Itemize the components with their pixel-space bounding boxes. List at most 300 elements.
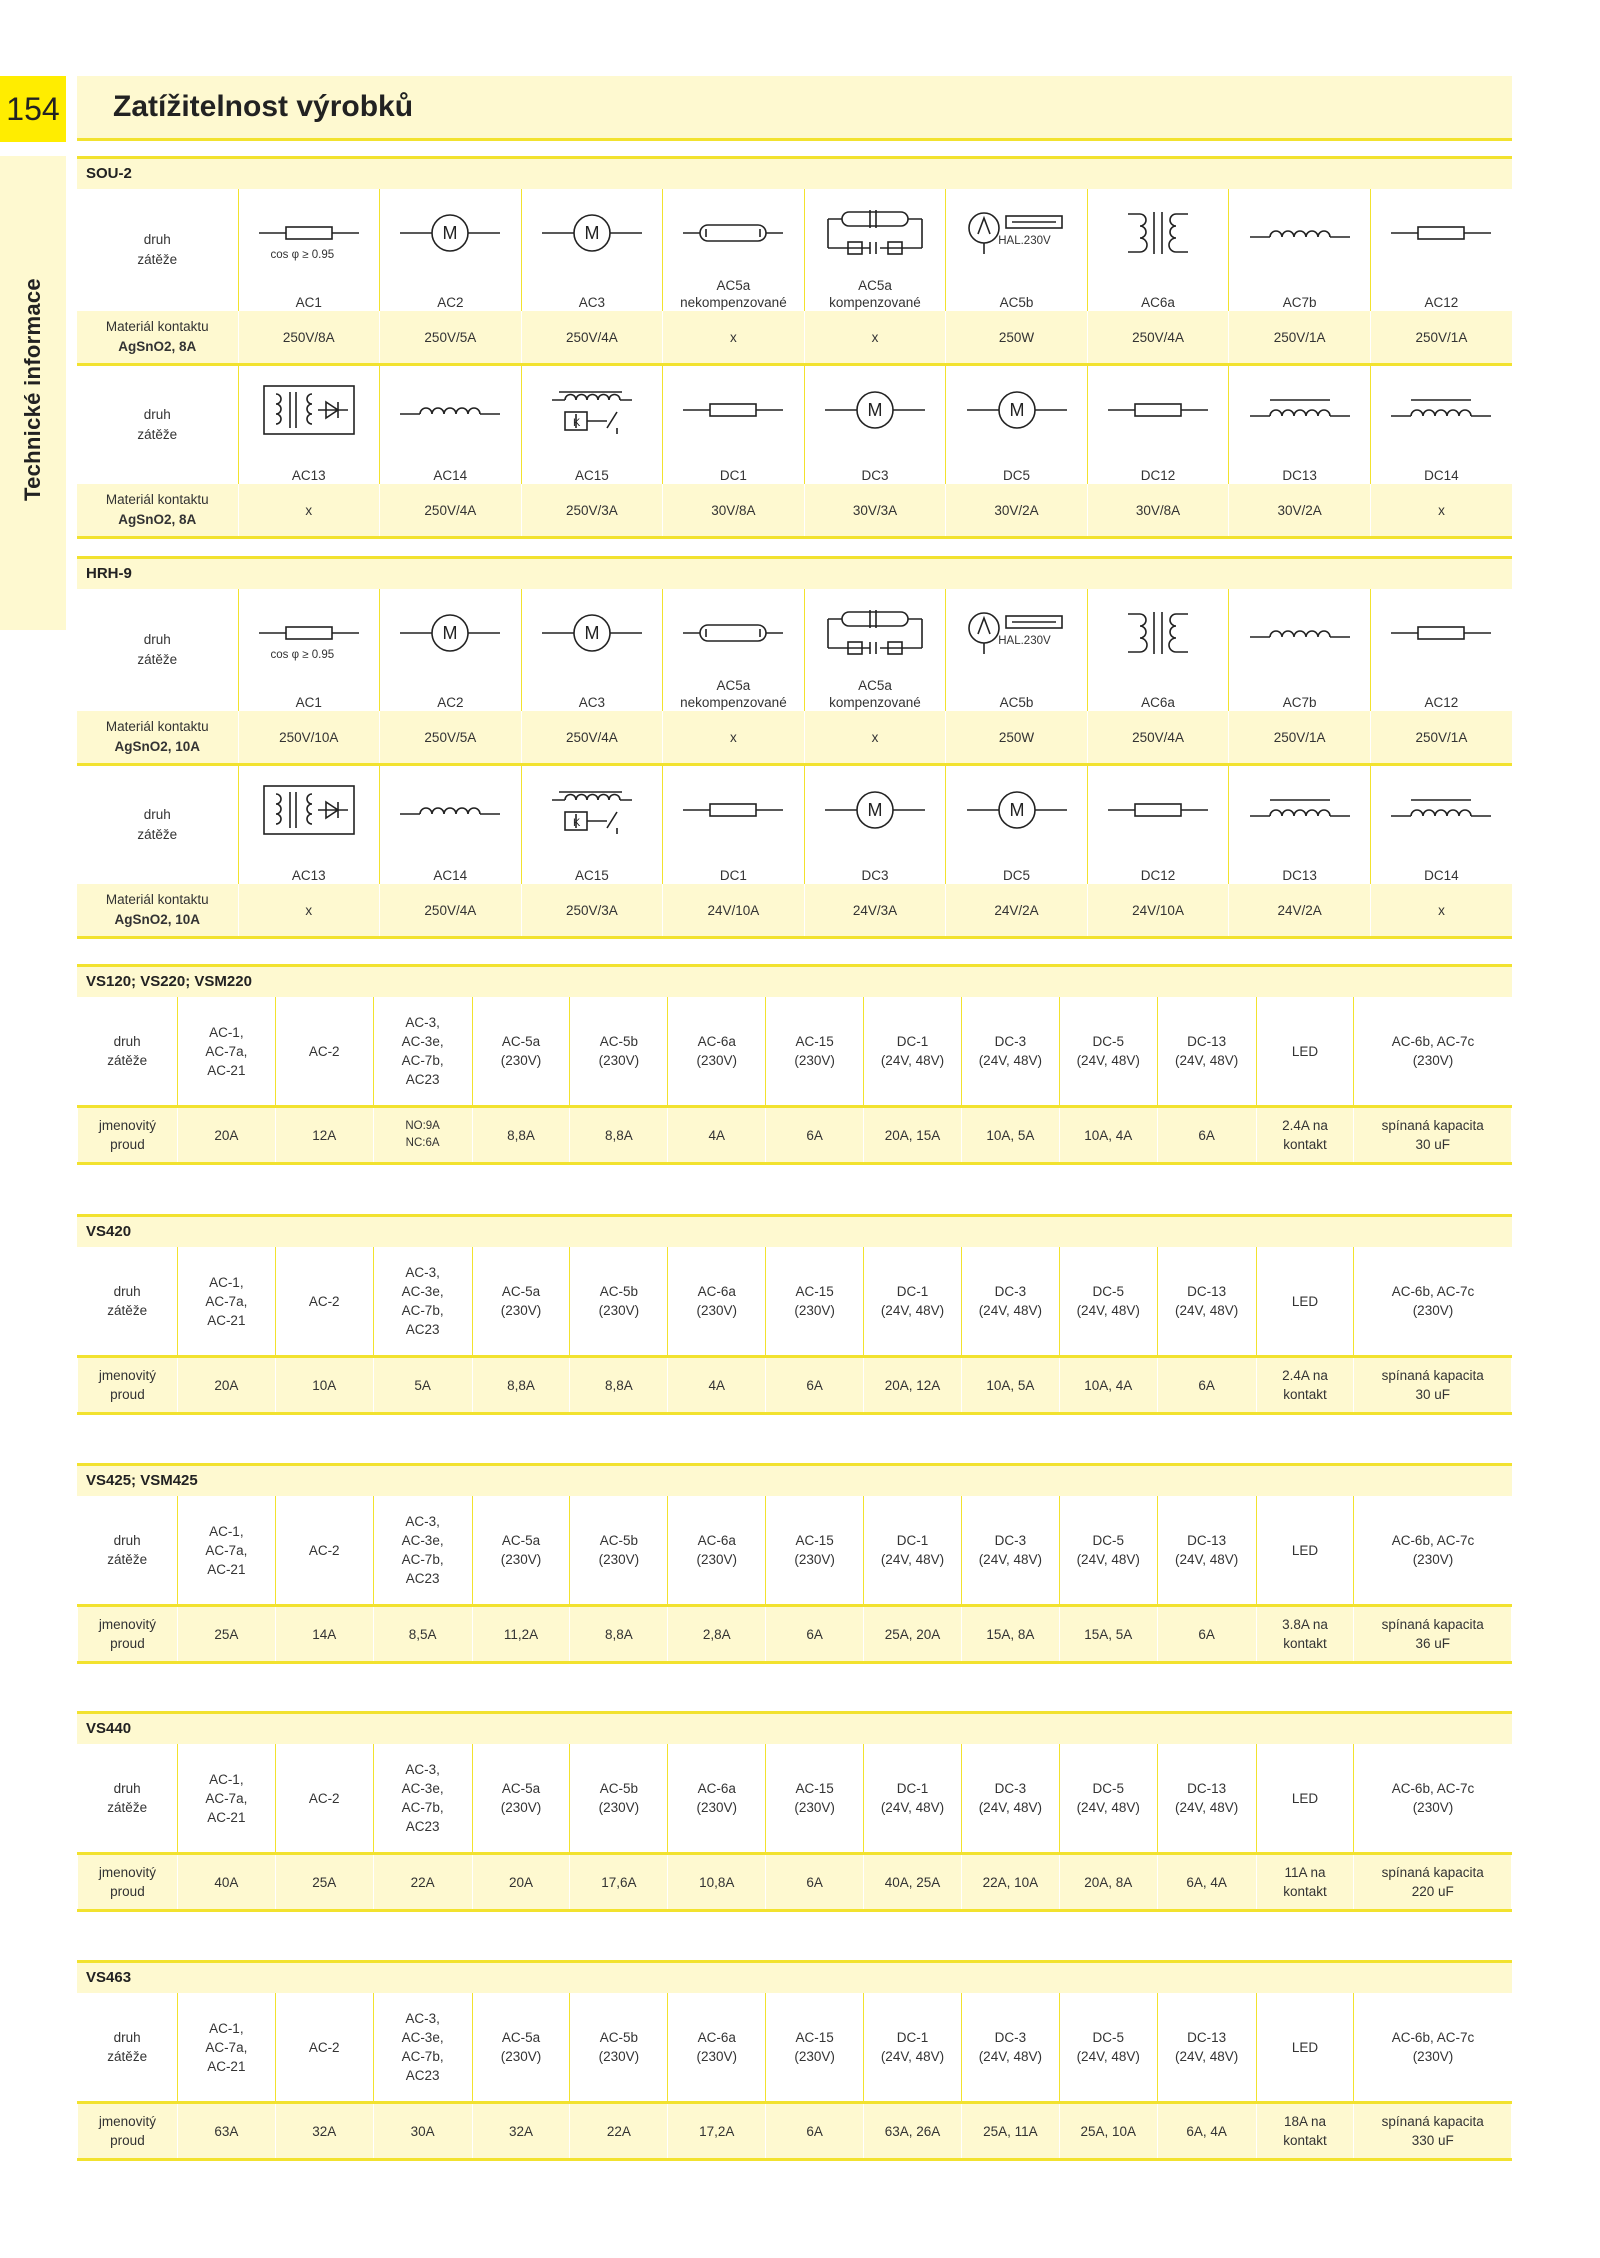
- current-value: 10,8A: [668, 1854, 766, 1911]
- page-title: Zatížitelnost výrobků: [113, 90, 414, 123]
- load-symbol-cell: [1087, 189, 1229, 277]
- load-symbol-cell: [946, 189, 1088, 277]
- current-row: [78, 1854, 1512, 1911]
- load-value: 250V/4A: [521, 711, 663, 765]
- load-note: cos φ ≥ 0.95: [270, 249, 335, 261]
- current-value: 12A: [275, 1107, 373, 1164]
- header-row: [78, 1744, 1512, 1854]
- load-category: AC5a nekompenzované: [663, 677, 805, 711]
- load-type-header: AC-15 (230V): [766, 1247, 864, 1357]
- load-type-header: DC-3 (24V, 48V): [961, 1993, 1059, 2103]
- load-value: 250V/4A: [521, 311, 663, 365]
- load-value: x: [804, 311, 946, 365]
- load-type-header: DC-1 (24V, 48V): [864, 997, 962, 1107]
- current-value: 6A: [766, 1854, 864, 1911]
- motor-icon: [524, 613, 661, 653]
- header-row: [78, 1247, 1512, 1357]
- section-title: VS120; VS220; VSM220: [77, 964, 1512, 997]
- resistor-icon: [1090, 790, 1227, 830]
- current-value: 6A, 4A: [1157, 1854, 1256, 1911]
- load-value: 250V/4A: [380, 884, 522, 938]
- current-value: 8,8A: [570, 1606, 668, 1663]
- load-type-header: AC-6a (230V): [668, 1744, 766, 1854]
- icon-row: [77, 589, 1512, 677]
- load-type-header: DC-1 (24V, 48V): [864, 1247, 962, 1357]
- load-symbol-cell: [663, 365, 805, 455]
- load-type-header: AC-1, AC-7a, AC-21: [177, 1993, 275, 2103]
- current-value: 10A: [275, 1357, 373, 1414]
- load-type-header: DC-3 (24V, 48V): [961, 1496, 1059, 1606]
- current-value: spínaná kapacita 30 uF: [1354, 1357, 1512, 1414]
- load-type-header: AC-3, AC-3e, AC-7b, AC23: [373, 1496, 472, 1606]
- current-value: 8,8A: [472, 1107, 570, 1164]
- load-category: AC5a kompenzované: [804, 277, 946, 311]
- load-value: 30V/8A: [1087, 484, 1229, 538]
- current-value: 40A: [177, 1854, 275, 1911]
- load-category: DC12: [1087, 454, 1229, 484]
- load-type-header: LED: [1256, 1993, 1354, 2103]
- relay-section-vs-1: [77, 1214, 1512, 1415]
- load-type-header: AC-2: [275, 1744, 373, 1854]
- load-type-header: AC-5b (230V): [570, 1247, 668, 1357]
- load-category: DC14: [1370, 854, 1512, 884]
- load-symbol-cell: [1370, 189, 1512, 277]
- load-type-header: AC-2: [275, 1993, 373, 2103]
- load-value: 250V/5A: [380, 311, 522, 365]
- current-row: [78, 2103, 1512, 2160]
- current-value: 4A: [668, 1107, 766, 1164]
- load-value: 250V/1A: [1229, 311, 1371, 365]
- load-type-header: AC-3, AC-3e, AC-7b, AC23: [373, 1993, 472, 2103]
- load-note: HAL.230V: [998, 635, 1051, 647]
- load-symbol-cell: [1370, 589, 1512, 677]
- current-value: 2,8A: [668, 1606, 766, 1663]
- resistor-icon: [1373, 613, 1510, 653]
- load-value: 250V/1A: [1370, 711, 1512, 765]
- load-symbol-cell: [663, 765, 805, 855]
- load-value: x: [663, 711, 805, 765]
- svg-text:M: M: [442, 223, 458, 243]
- resistor-icon: [665, 390, 802, 430]
- material-label: [77, 311, 238, 365]
- material-alloy: AgSnO2, 8A: [118, 339, 197, 354]
- load-type-label: druh zátěže: [78, 1744, 178, 1854]
- load-symbol-cell: [1370, 765, 1512, 855]
- load-type-header: DC-5 (24V, 48V): [1059, 1993, 1157, 2103]
- load-category: AC1: [238, 277, 380, 311]
- core-inductor-icon: [1231, 390, 1368, 430]
- load-type-header: AC-5b (230V): [570, 1744, 668, 1854]
- load-type-header: AC-3, AC-3e, AC-7b, AC23: [373, 1744, 472, 1854]
- header-row: [78, 1993, 1512, 2103]
- load-type-header: AC-1, AC-7a, AC-21: [177, 1496, 275, 1606]
- load-category: AC14: [380, 454, 522, 484]
- load-category: AC7b: [1229, 677, 1371, 711]
- current-value: spínaná kapacita 30 uF: [1354, 1107, 1512, 1164]
- motor-icon: [948, 390, 1085, 430]
- icon-row: [77, 365, 1512, 455]
- resistor-icon: [1373, 213, 1510, 253]
- load-category: AC13: [238, 454, 380, 484]
- load-type-header: AC-6a (230V): [668, 1993, 766, 2103]
- current-value: 6A: [766, 1606, 864, 1663]
- svg-text:M: M: [584, 623, 600, 643]
- svg-text:M: M: [867, 400, 883, 420]
- load-type-header: AC-15 (230V): [766, 1496, 864, 1606]
- load-category: DC12: [1087, 854, 1229, 884]
- rectifier-icon: [241, 782, 378, 838]
- section-title: VS463: [77, 1960, 1512, 1993]
- load-symbol-cell: [1087, 589, 1229, 677]
- inductor-icon: [1231, 613, 1368, 653]
- load-symbol-cell: [1229, 189, 1371, 277]
- load-note: HAL.230V: [998, 235, 1051, 247]
- current-value: 15A, 5A: [1059, 1606, 1157, 1663]
- resistor-icon: [665, 790, 802, 830]
- sidebar: [0, 156, 66, 630]
- load-table: [77, 997, 1512, 1165]
- load-category: DC5: [946, 854, 1088, 884]
- current-value: 30A: [373, 2103, 472, 2160]
- section-title: VS420: [77, 1214, 1512, 1247]
- load-value: 250V/1A: [1370, 311, 1512, 365]
- current-value: 11A na kontakt: [1256, 1854, 1354, 1911]
- current-value: 18A na kontakt: [1256, 2103, 1354, 2160]
- compensated-lamp-icon: [807, 608, 944, 658]
- load-category: AC6a: [1087, 677, 1229, 711]
- current-value: 20A, 8A: [1059, 1854, 1157, 1911]
- load-type-header: DC-5 (24V, 48V): [1059, 1744, 1157, 1854]
- load-table: [77, 1496, 1512, 1664]
- load-category: AC14: [380, 854, 522, 884]
- load-symbol-cell: [380, 765, 522, 855]
- name-row: [77, 854, 1512, 884]
- current-label: jmenovitý proud: [78, 1107, 178, 1164]
- motor-icon: [382, 613, 519, 653]
- material-caption: Materiál kontaktu: [105, 892, 209, 907]
- svg-text:M: M: [1009, 800, 1024, 820]
- load-symbol-cell: [663, 589, 805, 677]
- core-inductor-icon: [1231, 790, 1368, 830]
- current-value: NO:9A NC:6A: [373, 1107, 472, 1164]
- load-type-header: AC-3, AC-3e, AC-7b, AC23: [373, 997, 472, 1107]
- load-note: cos φ ≥ 0.95: [270, 649, 335, 661]
- load-symbol-cell: [238, 365, 380, 455]
- load-type-header: AC-1, AC-7a, AC-21: [177, 1247, 275, 1357]
- load-category: AC3: [521, 677, 663, 711]
- current-label: jmenovitý proud: [78, 1357, 178, 1414]
- load-category: DC3: [804, 854, 946, 884]
- load-value: 250V/4A: [1087, 311, 1229, 365]
- load-category: AC5b: [946, 277, 1088, 311]
- core-inductor-icon: [1373, 790, 1510, 830]
- svg-text:M: M: [584, 223, 600, 243]
- material-alloy: AgSnO2, 10A: [114, 739, 201, 754]
- load-symbol-cell: [1370, 365, 1512, 455]
- current-value: 6A: [766, 1107, 864, 1164]
- current-value: spínaná kapacita 36 uF: [1354, 1606, 1512, 1663]
- load-value: 250W: [946, 711, 1088, 765]
- load-type-label: druh zátěže: [78, 1993, 178, 2103]
- current-value: 14A: [275, 1606, 373, 1663]
- current-value: 6A: [1157, 1357, 1256, 1414]
- svg-text:M: M: [442, 623, 458, 643]
- current-value: 32A: [472, 2103, 570, 2160]
- load-symbol-cell: [238, 765, 380, 855]
- current-value: 4A: [668, 1357, 766, 1414]
- current-value: 20A: [177, 1357, 275, 1414]
- load-category: DC1: [663, 854, 805, 884]
- load-value: x: [238, 484, 380, 538]
- load-type-header: AC-5b (230V): [570, 997, 668, 1107]
- current-label: jmenovitý proud: [78, 1854, 178, 1911]
- load-type-header: DC-13 (24V, 48V): [1157, 997, 1256, 1107]
- relay-section-vs-0: [77, 964, 1512, 1165]
- current-value: 22A: [373, 1854, 472, 1911]
- load-value: 250V/3A: [521, 884, 663, 938]
- current-value: 17,6A: [570, 1854, 668, 1911]
- load-category: DC13: [1229, 854, 1371, 884]
- svg-text:K: K: [572, 417, 581, 429]
- page-header: [77, 76, 1512, 141]
- load-category: DC1: [663, 454, 805, 484]
- load-category: AC12: [1370, 677, 1512, 711]
- load-type-header: DC-13 (24V, 48V): [1157, 1993, 1256, 2103]
- load-category: AC13: [238, 854, 380, 884]
- load-symbol-cell: [946, 365, 1088, 455]
- current-label: jmenovitý proud: [78, 2103, 178, 2160]
- motor-icon: [807, 790, 944, 830]
- load-type-header: DC-1 (24V, 48V): [864, 1993, 962, 2103]
- current-value: 25A, 11A: [961, 2103, 1059, 2160]
- load-type-header: DC-5 (24V, 48V): [1059, 1496, 1157, 1606]
- load-type-label: druh zátěže: [77, 589, 238, 711]
- current-value: 20A: [177, 1107, 275, 1164]
- load-type-label: druh zátěže: [77, 365, 238, 485]
- load-symbol-cell: [521, 365, 663, 455]
- load-type-header: AC-6a (230V): [668, 997, 766, 1107]
- load-type-header: AC-6b, AC-7c (230V): [1354, 1496, 1512, 1606]
- motor-icon: [807, 390, 944, 430]
- inductor-icon: [1231, 213, 1368, 253]
- load-category: AC12: [1370, 277, 1512, 311]
- load-type-header: AC-3, AC-3e, AC-7b, AC23: [373, 1247, 472, 1357]
- current-value: 25A: [275, 1854, 373, 1911]
- icon-row: [77, 765, 1512, 855]
- load-value: 250V/3A: [521, 484, 663, 538]
- load-category: AC5a nekompenzované: [663, 277, 805, 311]
- load-type-header: LED: [1256, 1744, 1354, 1854]
- current-value: 2.4A na kontakt: [1256, 1107, 1354, 1164]
- load-type-header: AC-5a (230V): [472, 997, 570, 1107]
- current-value: 20A, 15A: [864, 1107, 962, 1164]
- load-table: [77, 189, 1512, 539]
- current-value: 8,5A: [373, 1606, 472, 1663]
- load-symbol-cell: [1229, 765, 1371, 855]
- load-value: 250V/10A: [238, 711, 380, 765]
- load-category: AC1: [238, 677, 380, 711]
- load-type-header: AC-15 (230V): [766, 1744, 864, 1854]
- current-value: 25A, 20A: [864, 1606, 962, 1663]
- load-type-header: AC-1, AC-7a, AC-21: [177, 997, 275, 1107]
- relay-section-vs-2: [77, 1463, 1512, 1664]
- load-type-label: druh zátěže: [78, 997, 178, 1107]
- load-symbol-cell: [521, 765, 663, 855]
- relay-section-vs-4: [77, 1960, 1512, 2161]
- section-title: HRH-9: [77, 556, 1512, 589]
- material-label: [77, 884, 238, 938]
- current-value: 6A: [1157, 1606, 1256, 1663]
- load-value: 250V/5A: [380, 711, 522, 765]
- load-category: AC6a: [1087, 277, 1229, 311]
- current-value: 32A: [275, 2103, 373, 2160]
- motor-icon: [382, 213, 519, 253]
- core-inductor-icon: [1373, 390, 1510, 430]
- header-row: [78, 997, 1512, 1107]
- current-value: 10A, 4A: [1059, 1357, 1157, 1414]
- load-value: 30V/8A: [663, 484, 805, 538]
- current-value: 40A, 25A: [864, 1854, 962, 1911]
- load-type-label: druh zátěže: [77, 765, 238, 885]
- contactor-icon: [524, 382, 661, 438]
- value-row: [77, 484, 1512, 538]
- current-value: 8,8A: [570, 1357, 668, 1414]
- load-symbol-cell: [804, 765, 946, 855]
- current-value: 20A: [472, 1854, 570, 1911]
- load-value: x: [663, 311, 805, 365]
- current-value: 15A, 8A: [961, 1606, 1059, 1663]
- load-symbol-cell: [521, 589, 663, 677]
- current-value: spínaná kapacita 330 uF: [1354, 2103, 1512, 2160]
- current-value: 3.8A na kontakt: [1256, 1606, 1354, 1663]
- load-type-header: DC-13 (24V, 48V): [1157, 1744, 1256, 1854]
- load-type-header: AC-5a (230V): [472, 1247, 570, 1357]
- load-type-header: AC-6a (230V): [668, 1496, 766, 1606]
- current-value: spínaná kapacita 220 uF: [1354, 1854, 1512, 1911]
- load-type-header: AC-15 (230V): [766, 1993, 864, 2103]
- load-table: [77, 1993, 1512, 2161]
- current-row: [78, 1357, 1512, 1414]
- current-value: 10A, 5A: [961, 1357, 1059, 1414]
- transformer-icon: [1090, 208, 1227, 258]
- load-value: 250V/1A: [1229, 711, 1371, 765]
- load-value: 30V/3A: [804, 484, 946, 538]
- load-value: x: [1370, 884, 1512, 938]
- relay-section-hrh-9: [77, 556, 1512, 939]
- load-category: AC5a kompenzované: [804, 677, 946, 711]
- current-value: 63A, 26A: [864, 2103, 962, 2160]
- load-value: 30V/2A: [1229, 484, 1371, 538]
- load-value: 24V/2A: [946, 884, 1088, 938]
- load-symbol-cell: [380, 189, 522, 277]
- load-type-header: AC-5b (230V): [570, 1993, 668, 2103]
- load-symbol-cell: [380, 365, 522, 455]
- current-value: 11,2A: [472, 1606, 570, 1663]
- load-category: DC13: [1229, 454, 1371, 484]
- section-title: SOU-2: [77, 156, 1512, 189]
- load-symbol-cell: [804, 589, 946, 677]
- load-symbol-cell: [1229, 365, 1371, 455]
- load-type-header: AC-5a (230V): [472, 1993, 570, 2103]
- svg-text:M: M: [867, 800, 883, 820]
- load-symbol-cell: [946, 589, 1088, 677]
- load-type-header: LED: [1256, 1496, 1354, 1606]
- load-symbol-cell: [804, 365, 946, 455]
- load-category: AC5b: [946, 677, 1088, 711]
- load-type-header: AC-6b, AC-7c (230V): [1354, 1993, 1512, 2103]
- load-value: x: [804, 711, 946, 765]
- load-table: [77, 589, 1512, 939]
- load-type-header: DC-13 (24V, 48V): [1157, 1496, 1256, 1606]
- current-value: 8,8A: [472, 1357, 570, 1414]
- load-type-header: AC-5a (230V): [472, 1744, 570, 1854]
- icon-row: [77, 189, 1512, 277]
- svg-text:M: M: [1009, 400, 1024, 420]
- motor-icon: [524, 213, 661, 253]
- load-category: AC3: [521, 277, 663, 311]
- value-row: [77, 884, 1512, 938]
- name-row: [77, 454, 1512, 484]
- load-type-header: AC-6b, AC-7c (230V): [1354, 997, 1512, 1107]
- load-symbol-cell: [946, 765, 1088, 855]
- load-symbol-cell: [1087, 365, 1229, 455]
- load-category: AC2: [380, 677, 522, 711]
- load-value: 250V/8A: [238, 311, 380, 365]
- page-number: 154: [0, 76, 66, 142]
- current-value: 2.4A na kontakt: [1256, 1357, 1354, 1414]
- load-category: DC14: [1370, 454, 1512, 484]
- load-type-header: DC-5 (24V, 48V): [1059, 1247, 1157, 1357]
- load-symbol-cell: [238, 589, 380, 677]
- load-type-header: DC-1 (24V, 48V): [864, 1496, 962, 1606]
- load-type-header: AC-6a (230V): [668, 1247, 766, 1357]
- load-type-header: DC-3 (24V, 48V): [961, 997, 1059, 1107]
- current-value: 25A, 10A: [1059, 2103, 1157, 2160]
- section-title: VS425; VSM425: [77, 1463, 1512, 1496]
- load-value: 24V/2A: [1229, 884, 1371, 938]
- load-symbol-cell: [663, 189, 805, 277]
- motor-icon: [948, 790, 1085, 830]
- current-value: 25A: [177, 1606, 275, 1663]
- value-row: [77, 311, 1512, 365]
- load-type-header: DC-13 (24V, 48V): [1157, 1247, 1256, 1357]
- load-category: DC3: [804, 454, 946, 484]
- material-caption: Materiál kontaktu: [105, 319, 209, 334]
- load-type-header: AC-6b, AC-7c (230V): [1354, 1744, 1512, 1854]
- current-row: [78, 1107, 1512, 1164]
- load-type-label: druh zátěže: [77, 189, 238, 311]
- current-value: 6A: [766, 1357, 864, 1414]
- sidebar-label: Technické informace: [20, 278, 45, 501]
- fluorescent-lamp-icon: [665, 213, 802, 253]
- load-value: 250V/4A: [380, 484, 522, 538]
- load-value: x: [238, 884, 380, 938]
- load-table: [77, 1247, 1512, 1415]
- contactor-icon: [524, 782, 661, 838]
- load-category: AC15: [521, 454, 663, 484]
- compensated-lamp-icon: [807, 208, 944, 258]
- load-type-header: AC-2: [275, 997, 373, 1107]
- value-row: [77, 711, 1512, 765]
- load-table: [77, 1744, 1512, 1912]
- current-value: 22A: [570, 2103, 668, 2160]
- load-value: x: [1370, 484, 1512, 538]
- load-symbol-cell: [238, 189, 380, 277]
- relay-section-sou-2: [77, 156, 1512, 539]
- load-type-label: druh zátěže: [78, 1496, 178, 1606]
- load-symbol-cell: [521, 189, 663, 277]
- load-category: AC15: [521, 854, 663, 884]
